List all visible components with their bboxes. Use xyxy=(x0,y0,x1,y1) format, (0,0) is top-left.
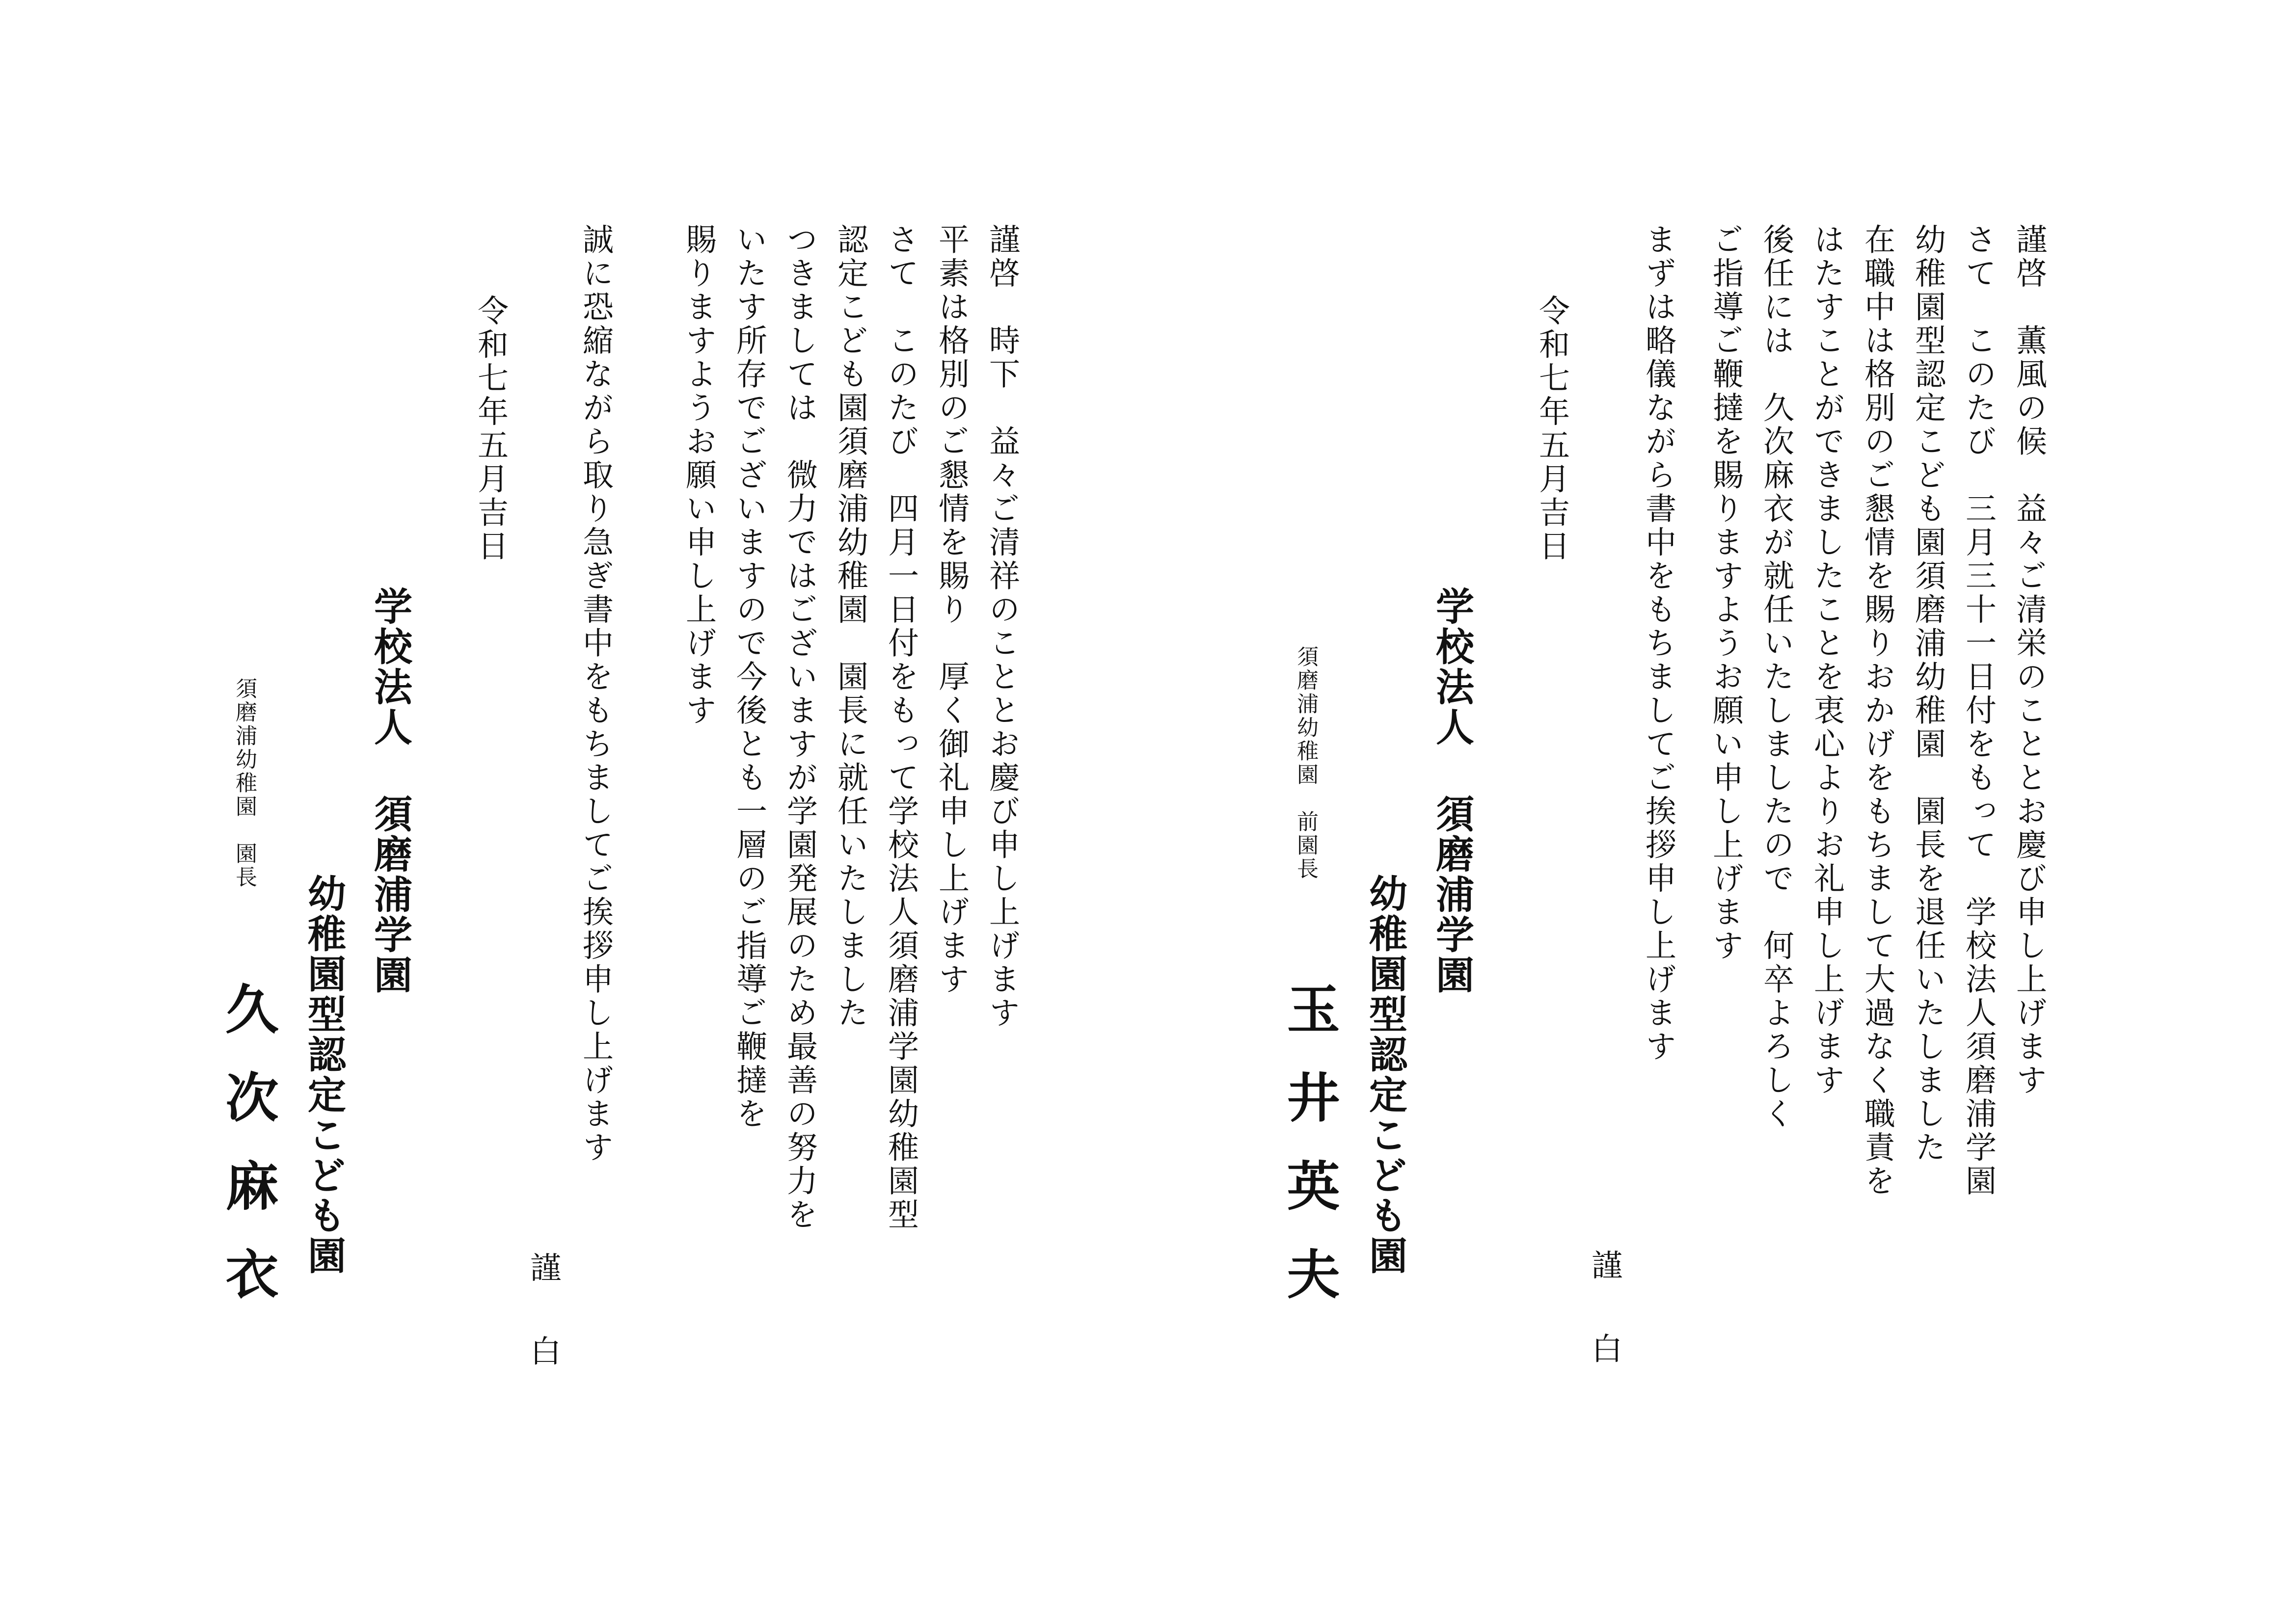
right-body-line-2: さて このたび 三月三十一日付をもって 学校法人須磨浦学園 xyxy=(1961,223,1997,1198)
right-body-line-3: 幼稚園型認定こども園須磨浦幼稚園 園長を退任いたしました xyxy=(1910,223,1946,1165)
right-body-line-8: まずは略儀ながら書中をもちましてご挨拶申し上げます xyxy=(1641,223,1676,1064)
left-body-line-4: 認定こども園須磨浦幼稚園 園長に就任いたしました xyxy=(833,223,868,1030)
left-body-line-6: いたす所存でございますので今後とも一層のご指導ご鞭撻を xyxy=(731,223,767,1131)
left-body-line-1: 謹啓 時下 益々ご清祥のこととお慶び申し上げます xyxy=(984,223,1020,1030)
right-date: 令和七年五月吉日 xyxy=(1534,294,1570,563)
right-org-line-2: 幼稚園型認定こども園 xyxy=(1363,874,1407,1276)
right-body-line-7: ご指導ご鞭撻を賜りますようお願い申し上げます xyxy=(1708,223,1744,963)
left-body-line-7: 賜りますようお願い申し上げます xyxy=(681,223,717,728)
left-body-line-3: さて このたび 四月一日付をもって学校法人須磨浦学園幼稚園型 xyxy=(883,223,919,1232)
right-body-line-6: 後任には 久次麻衣が就任いたしましたので 何卒よろしく xyxy=(1758,223,1794,1131)
right-body-line-4: 在職中は格別のご懇情を賜りおかげをもちまして大過なく職責を xyxy=(1860,223,1895,1198)
right-closing-haku: 白 xyxy=(1587,1332,1622,1363)
left-closing-haku: 白 xyxy=(525,1335,561,1366)
right-closing-kin: 謹 xyxy=(1587,1249,1622,1280)
right-title-line: 須磨浦幼稚園 前園長 xyxy=(1293,645,1318,881)
right-signatory-name: 玉井英夫 xyxy=(1278,982,1340,1335)
left-org-line-1: 学校法人 須磨浦学園 xyxy=(368,586,412,995)
left-body-line-2: 平素は格別のご懇情を賜り 厚く御礼申し上げます xyxy=(934,223,970,997)
left-date: 令和七年五月吉日 xyxy=(473,294,509,563)
left-signatory-name: 久次麻衣 xyxy=(216,982,278,1335)
right-body-line-5: はたすことができましたことを衷心よりお礼申し上げます xyxy=(1809,223,1845,1097)
left-org-line-2: 幼稚園型認定こども園 xyxy=(301,874,346,1276)
right-org-line-1: 学校法人 須磨浦学園 xyxy=(1430,586,1474,995)
left-title-line: 須磨浦幼稚園 園長 xyxy=(232,677,257,889)
left-closing-kin: 謹 xyxy=(525,1251,561,1282)
left-body-line-5: つきましては 微力ではございますが学園発展のため最善の努力を xyxy=(782,223,818,1232)
right-body-line-1: 謹啓 薫風の候 益々ご清栄のこととお慶び申し上げます xyxy=(2011,223,2047,1097)
left-body-line-8: 誠に恐縮ながら取り急ぎ書中をもちましてご挨拶申し上げます xyxy=(578,223,614,1165)
